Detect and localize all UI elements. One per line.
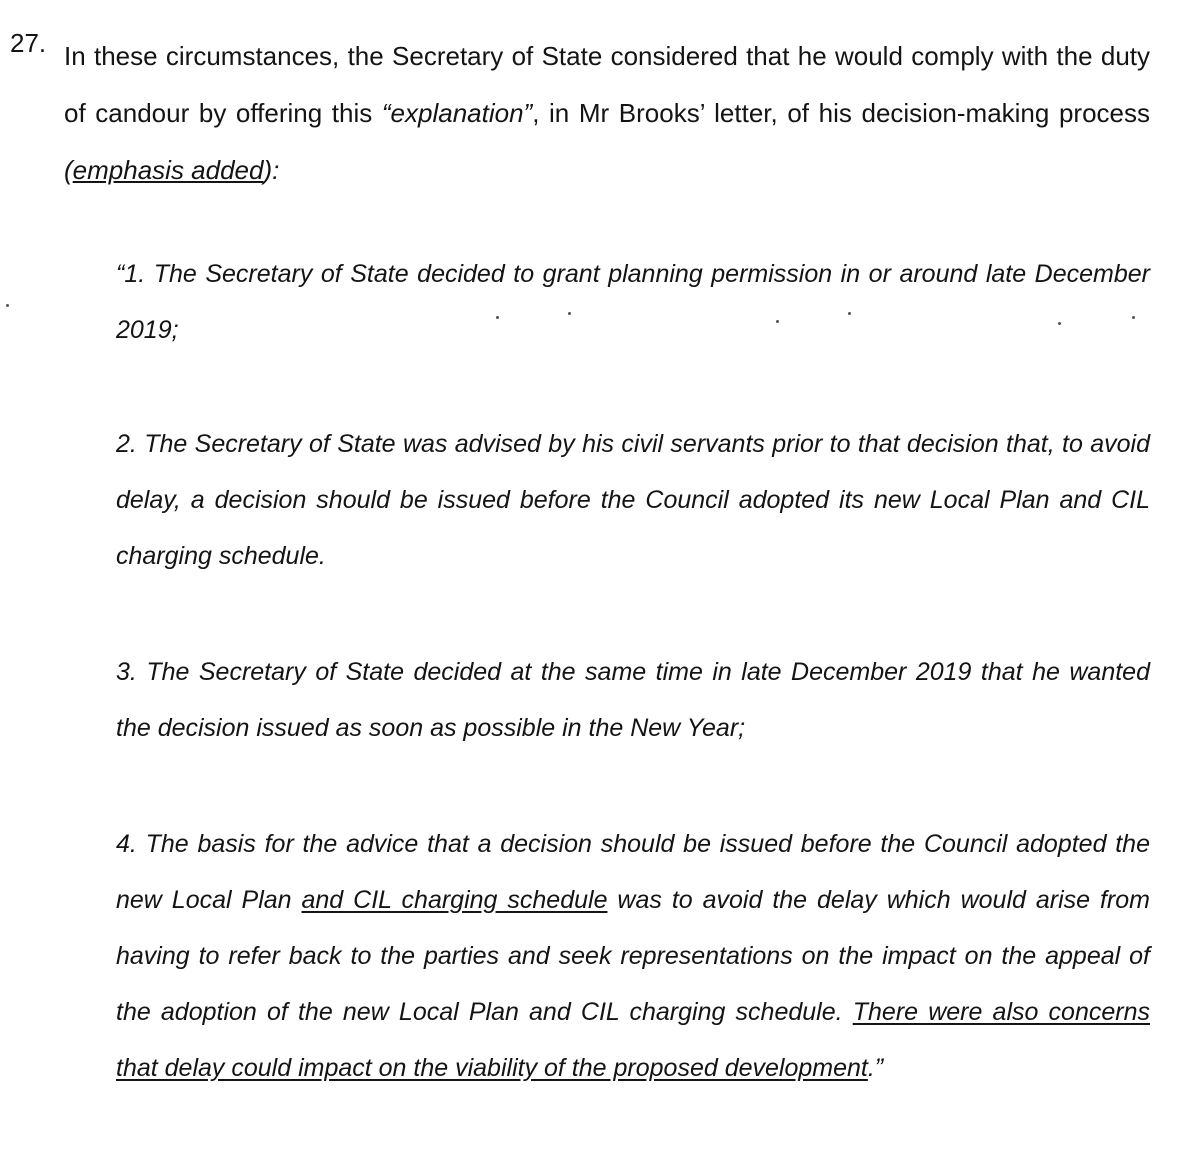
- paragraph-number: 27.: [10, 28, 47, 58]
- emphasis-open: (: [64, 155, 73, 185]
- quote-item-2: [116, 416, 1150, 584]
- scan-speck: [568, 312, 571, 315]
- quote-item-4-text-3: .”: [867, 1054, 884, 1082]
- intro-text-2: , in Mr Brooks’ letter, of his decision-making process: [532, 98, 1150, 128]
- paragraph-intro: [64, 28, 1150, 199]
- quote-item-4-underlined-2: There were also concerns that delay could impact on the viability of the proposed development: [116, 998, 1150, 1082]
- quote-item-2-text: 2. The Secretary of State was advised by his civil servants prior to that decision that, to avoid delay, a decision should be issued before the Council adopted its new Local Plan and CIL charging schedule.: [116, 430, 1150, 570]
- quote-item-4-text-1: 4. The basis for the advice that a decision should be issued before the Council adopted the new Local Plan: [116, 830, 1150, 914]
- quote-item-1-text: “1. The Secretary of State decided to grant planning permission in or around late December 2019;: [116, 260, 1150, 344]
- quote-item-4: [116, 816, 1150, 1096]
- scan-speck: [6, 304, 9, 307]
- scan-speck: [848, 312, 851, 315]
- emphasis-added-note: emphasis added: [72, 155, 264, 185]
- quote-item-1: [116, 246, 1150, 358]
- quote-item-3-text: 3. The Secretary of State decided at the same time in late December 2019 that he wanted the decision issued as soon as possible in the New Year;: [116, 658, 1150, 742]
- quote-item-3: [116, 644, 1150, 756]
- scan-speck: [1058, 322, 1061, 325]
- emphasis-close: ):: [263, 155, 280, 185]
- intro-text-1: In these circumstances, the Secretary of State considered that he would comply with the duty of candour by offering this: [64, 41, 1150, 128]
- quote-item-4-underlined-1: and CIL charging schedule: [301, 886, 608, 914]
- quote-item-4-text-2: was to avoid the delay which would arise from having to refer back to the parties and seek representations on the impact on the appeal of the adoption of the new Local Plan and CIL charging schedule.: [116, 886, 1150, 1026]
- intro-quoted-word: “explanation”: [381, 98, 533, 128]
- scan-speck: [496, 316, 499, 319]
- scan-speck: [776, 320, 779, 323]
- scan-speck: [1132, 316, 1135, 319]
